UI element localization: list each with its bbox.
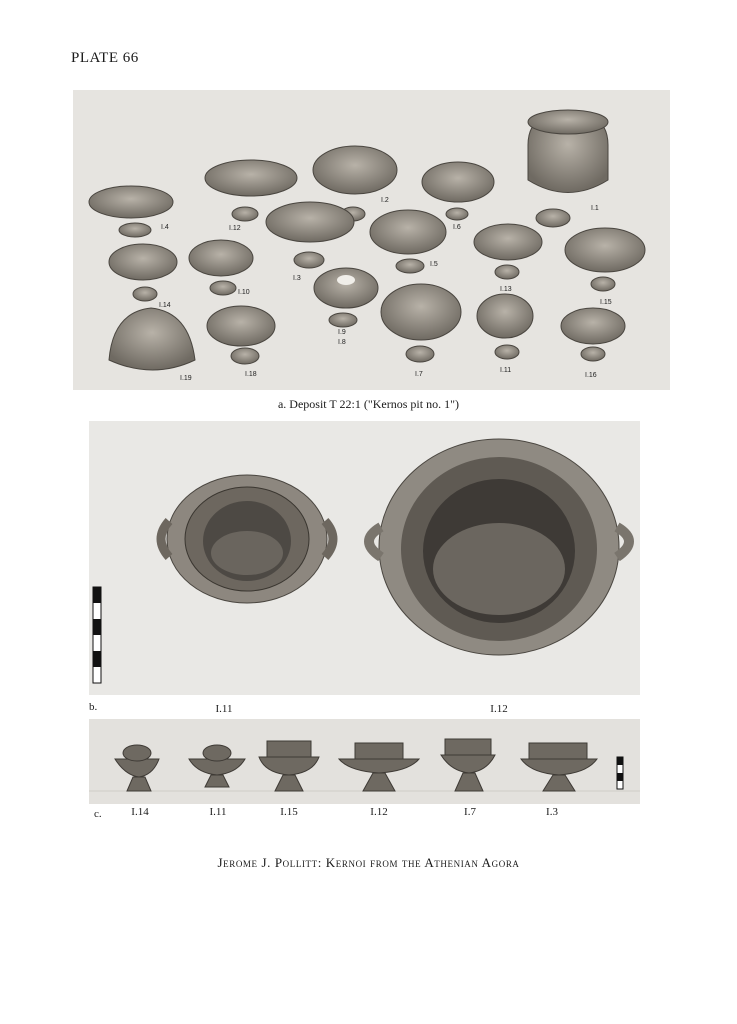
figure-a-photo <box>73 90 670 390</box>
figure-b-photo <box>89 421 640 695</box>
object-label: I.7 <box>464 806 476 818</box>
object-label: I.7 <box>415 371 423 378</box>
object-label: I.3 <box>293 275 301 282</box>
object-label: I.4 <box>161 224 169 231</box>
object-label: I.1 <box>591 205 599 212</box>
kernoi-profile-image <box>89 719 640 804</box>
object-label: I.12 <box>370 806 388 818</box>
scale-bar <box>93 587 101 683</box>
object-label: I.12 <box>229 225 241 232</box>
scale-bar <box>617 757 623 789</box>
object-label: I.18 <box>245 371 257 378</box>
object-label: I.11 <box>209 806 227 818</box>
object-label: I.12 <box>490 703 508 715</box>
object-label: I.14 <box>131 806 149 818</box>
object-label: I.8 <box>338 339 346 346</box>
object-label: I.15 <box>600 299 612 306</box>
object-label: I.3 <box>546 806 558 818</box>
figure-b-tag: b. <box>89 701 98 713</box>
object-label: I.5 <box>430 261 438 268</box>
object-label: I.9 <box>338 329 346 336</box>
object-label: I.13 <box>500 286 512 293</box>
object-label: I.11 <box>215 703 233 715</box>
kernoi-top-view-image <box>89 421 640 695</box>
object-label: I.16 <box>585 372 597 379</box>
figure-c-tag: c. <box>94 808 102 820</box>
object-label: I.10 <box>238 289 250 296</box>
object-label: I.6 <box>453 224 461 231</box>
object-label: I.15 <box>280 806 298 818</box>
kernoi-group-image <box>73 90 670 390</box>
figure-a-caption: a. Deposit T 22:1 ("Kernos pit no. 1") <box>277 397 459 411</box>
object-label: I.11 <box>500 367 512 374</box>
object-label: I.19 <box>180 375 192 382</box>
plate-number: PLATE 66 <box>71 50 139 66</box>
object-label: I.2 <box>381 197 389 204</box>
object-label: I.14 <box>159 302 171 309</box>
figure-c-photo <box>89 719 640 804</box>
article-credit: Jerome J. Pollitt: Kernoi from the Athenian Agora <box>217 855 520 870</box>
